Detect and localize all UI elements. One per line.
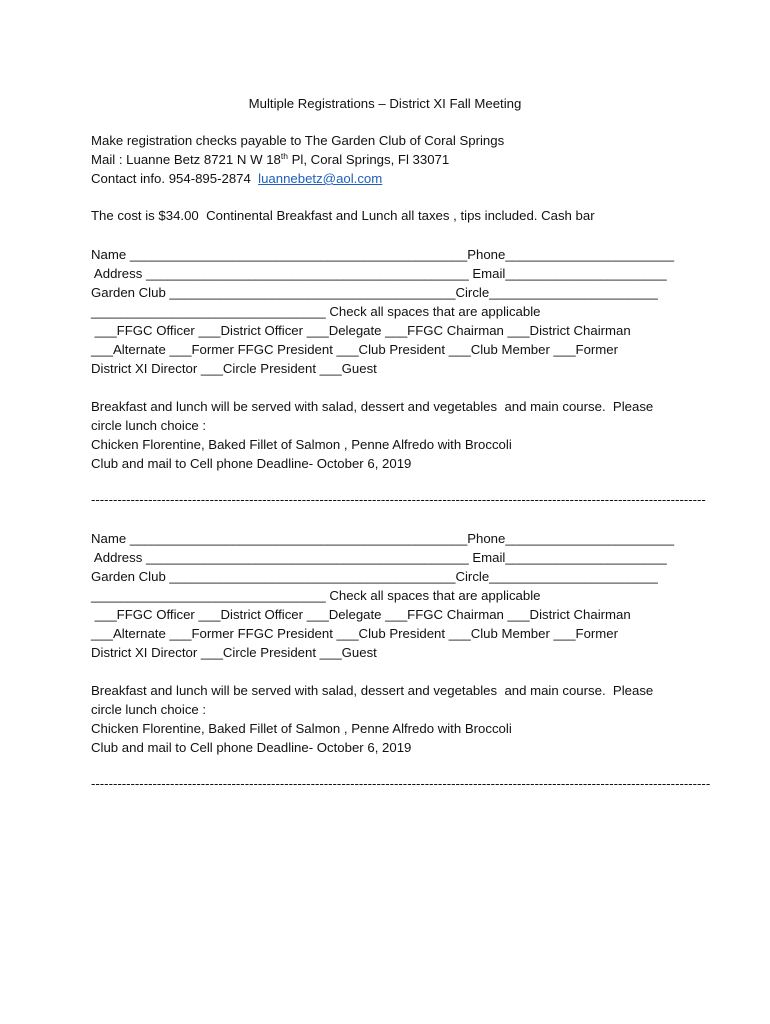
mail-line (91, 153, 449, 166)
form-2-check-instruction[interactable]: ________________________________ Check all spaces that are applicable (91, 588, 541, 603)
contact-line (91, 172, 382, 185)
contact-phone: Contact info. 954-895-2874 (91, 171, 259, 186)
form-1-address-email-row[interactable]: Address ____________________________________________ Email______________________ (91, 266, 667, 281)
form-1-roles-line-1[interactable]: ___FFGC Officer ___District Officer ___Delegate ___FFGC Chairman ___District Chairman (91, 323, 631, 338)
form-2-roles-line-1[interactable]: ___FFGC Officer ___District Officer ___Delegate ___FFGC Chairman ___District Chairman (91, 607, 631, 622)
mail-address-superscript: th (280, 151, 288, 161)
form-1-meal-info-2: circle lunch choice : (91, 418, 207, 433)
separator-2: --------------------------------------------------------------------------------------------------------------------------------------------- (91, 776, 711, 791)
form-1-deadline: Club and mail to Cell phone Deadline- October 6, 2019 (91, 456, 412, 471)
form-2-address-email-row[interactable]: Address ____________________________________________ Email______________________ (91, 550, 667, 565)
form-2-deadline: Club and mail to Cell phone Deadline- October 6, 2019 (91, 740, 412, 755)
form-2-roles-line-3[interactable]: District XI Director ___Circle President ___Guest (91, 645, 377, 660)
form-2-club-circle-row[interactable]: Garden Club _______________________________________Circle_______________________ (91, 569, 658, 584)
mail-address-start: Mail : Luanne Betz 8721 N W 18 (91, 152, 281, 167)
page-title: Multiple Registrations – District XI Fall Meeting (248, 96, 522, 111)
form-2-roles-line-2[interactable]: ___Alternate ___Former FFGC President ___Club President ___Club Member ___Former (91, 626, 619, 641)
form-2-lunch-choices[interactable]: Chicken Florentine, Baked Fillet of Salmon , Penne Alfredo with Broccoli (91, 721, 512, 736)
payable-line: Make registration checks payable to The Garden Club of Coral Springs (91, 133, 505, 148)
contact-email-link[interactable]: luannebetz@aol.com (258, 171, 383, 186)
form-2-meal-info-2: circle lunch choice : (91, 702, 207, 717)
form-1-roles-line-2[interactable]: ___Alternate ___Former FFGC President ___Club President ___Club Member ___Former (91, 342, 619, 357)
form-1-roles-line-3[interactable]: District XI Director ___Circle President ___Guest (91, 361, 377, 376)
form-1-meal-info-1: Breakfast and lunch will be served with salad, dessert and vegetables and main course. Please (91, 399, 654, 414)
form-1-check-instruction[interactable]: ________________________________ Check all spaces that are applicable (91, 304, 541, 319)
cost-line: The cost is $34.00 Continental Breakfast and Lunch all taxes , tips included. Cash bar (91, 208, 595, 223)
form-2-meal-info-1: Breakfast and lunch will be served with salad, dessert and vegetables and main course. Please (91, 683, 654, 698)
form-1-lunch-choices[interactable]: Chicken Florentine, Baked Fillet of Salmon , Penne Alfredo with Broccoli (91, 437, 512, 452)
form-1-club-circle-row[interactable]: Garden Club _______________________________________Circle_______________________ (91, 285, 658, 300)
separator-1: -------------------------------------------------------------------------------------------------------------------------------------------- (91, 492, 706, 507)
form-1-name-phone-row[interactable]: Name ______________________________________________Phone_______________________ (91, 247, 675, 262)
mail-address-end: Pl, Coral Springs, Fl 33071 (287, 152, 450, 167)
form-2-name-phone-row[interactable]: Name ______________________________________________Phone_______________________ (91, 531, 675, 546)
